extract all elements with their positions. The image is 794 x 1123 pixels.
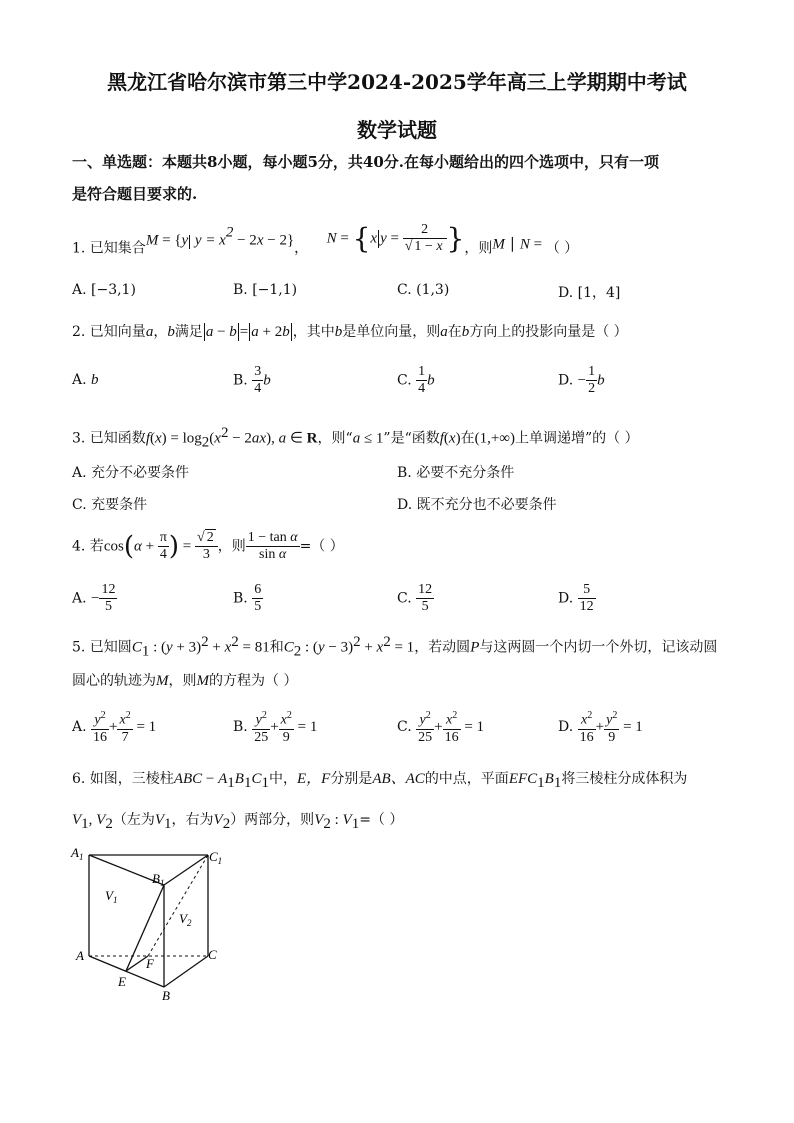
q2-text3: 是单位向量，则 xyxy=(342,324,441,340)
q3-text1: ，则“ xyxy=(317,430,353,447)
question-5-line2: 圆心的轨迹为M，则M的方程为（ ） xyxy=(72,673,298,689)
q1-option-b: B. [−1,1) xyxy=(233,282,298,298)
q4-option-d: D. $\frac{5}{12}$ xyxy=(558,582,594,614)
q5-option-c: C. $\frac{y^2}{25}$ + $\frac{x^2}{16}$ = 1 xyxy=(397,710,485,745)
q5-option-b: B. $\frac{y^2}{25}$ + $\frac{x^2}{9}$ = 1 xyxy=(233,710,318,745)
q2-text1: 满足 xyxy=(174,324,203,340)
question-4: 4. 若cos(α + $\frac{\pi}{4}$ ) = $\frac{√ 2}{3}$ ，则 $\frac{\text{1 − tan α}}{\text{sin α}}$ =（ ） xyxy=(72,530,344,562)
q4-option-c: C. $\frac{12}{5}$ xyxy=(397,582,433,614)
q2-text4: 在 xyxy=(447,324,462,340)
label-v2: $V_2$ xyxy=(179,911,192,928)
question-6-line2: $V_1$, $V_2$（左为$V_1$，右为$V_2$）两部分，则$V_2$ : $V_1=$（ ） xyxy=(72,812,404,832)
q2-option-d: D. − $\frac{1}{2}$ b xyxy=(558,364,605,396)
q1-end: （ ） xyxy=(545,240,579,257)
q4-prefix: 4. 若 xyxy=(72,538,104,555)
exam-title: 黑龙江省哈尔滨市第三中学2024-2025学年高三上学期期中考试 xyxy=(107,70,687,94)
q4-text1: ，则 xyxy=(217,538,246,555)
section-heading-line1: 一、单选题：本题共8小题，每小题5分，共40分.在每小题给出的四个选项中，只有一项 xyxy=(72,153,659,171)
q3-option-c: C. 充要条件 xyxy=(72,497,148,513)
q3-option-b: B. 必要不充分条件 xyxy=(397,465,515,481)
q4-end: =（ ） xyxy=(299,538,344,555)
q2-option-a: A. b xyxy=(72,372,99,388)
q1-option-c: C. (1,3) xyxy=(397,282,450,298)
q1-suffix: ，则 xyxy=(464,240,493,257)
exam-subtitle: 数学试题 xyxy=(357,118,437,142)
edge-b1c1 xyxy=(164,855,208,885)
q1-prefix: 1. 已知集合 xyxy=(72,240,146,257)
section-heading xyxy=(72,146,732,210)
prism-figure xyxy=(66,840,236,1010)
label-b1: $B_1$ xyxy=(152,871,165,888)
q5-option-d: D. $\frac{x^2}{16}$ + $\frac{y^2}{9}$ = 1 xyxy=(558,710,643,745)
question-5-line1: 5. 已知圆$C_1$ : $(y + 3)^2 + x^2 = 81$和$C_2$ : $(y - 3)^2 + x^2 = 1$，若动圆P与这两圆一个内切一个外切，记该动圆 xyxy=(72,634,718,660)
q4-option-a: A. − $\frac{12}{5}$ xyxy=(72,582,116,614)
question-3: 3. 已知函数$f(x) = \log_2(x^2 - 2ax)$, a ∈ R，则“a ≤ 1”是“函数f(x)在(1,+∞)上单调递增”的（ ） xyxy=(72,425,639,451)
label-e: E xyxy=(118,974,126,989)
edge-bc xyxy=(164,956,208,987)
q3-option-a: A. 充分不必要条件 xyxy=(72,465,190,481)
label-a1: $A_1$ xyxy=(71,845,84,862)
question-2: 2. 已知向量a，b满足 a − b = a + 2b ，其中b是单位向量，则a在b方向上的投影向量是（ ） xyxy=(72,324,628,340)
q1-option-d: D. [1，4] xyxy=(558,285,621,301)
q2-prefix: 2. 已知向量 xyxy=(72,324,146,340)
q4-option-b: B. $\frac{6}{5}$ xyxy=(233,582,262,614)
q1-mid: ， xyxy=(294,240,309,257)
label-c: C xyxy=(208,947,217,962)
q3-text2: ”是“函数 xyxy=(383,430,440,447)
q3-text4: 上单调递增”的（ ） xyxy=(515,430,639,447)
q1-option-a: A. [−3,1) xyxy=(72,282,136,298)
q2-text2: ，其中 xyxy=(292,324,335,340)
section-heading-line2: 是符合题目要求的. xyxy=(72,185,198,203)
question-1: 1. 已知集合M = {y $y = x^2 - 2x - 2$}， N = {x y = $\frac{2}{√ 1 - x}$ }，则M ∣ N = （ ） xyxy=(72,222,579,257)
q3-text3: 在 xyxy=(460,430,475,447)
label-c1: $C_1$ xyxy=(209,849,223,866)
label-b: B xyxy=(162,988,170,1003)
q5-option-a: A. $\frac{y^2}{16}$ + $\frac{x^2}{7}$ = 1 xyxy=(72,710,157,745)
q3-option-d: D. 既不充分也不必要条件 xyxy=(397,497,557,513)
label-f: F xyxy=(146,956,154,971)
label-a: A xyxy=(76,948,84,963)
label-v1: $V_1$ xyxy=(105,888,118,905)
q2-text5: 方向上的投影向量是（ ） xyxy=(469,324,628,340)
q3-prefix: 3. 已知函数 xyxy=(72,430,146,447)
q2-option-b: B. $\frac{3}{4}$ b xyxy=(233,364,271,396)
question-6-line1: 6. 如图，三棱柱ABC − $A_1B_1C_1$中，E，F分别是AB、AC的中点，平面$EFC_1B_1$将三棱柱分成体积为 xyxy=(72,771,688,791)
q2-option-c: C. $\frac{1}{4}$ b xyxy=(397,364,435,396)
